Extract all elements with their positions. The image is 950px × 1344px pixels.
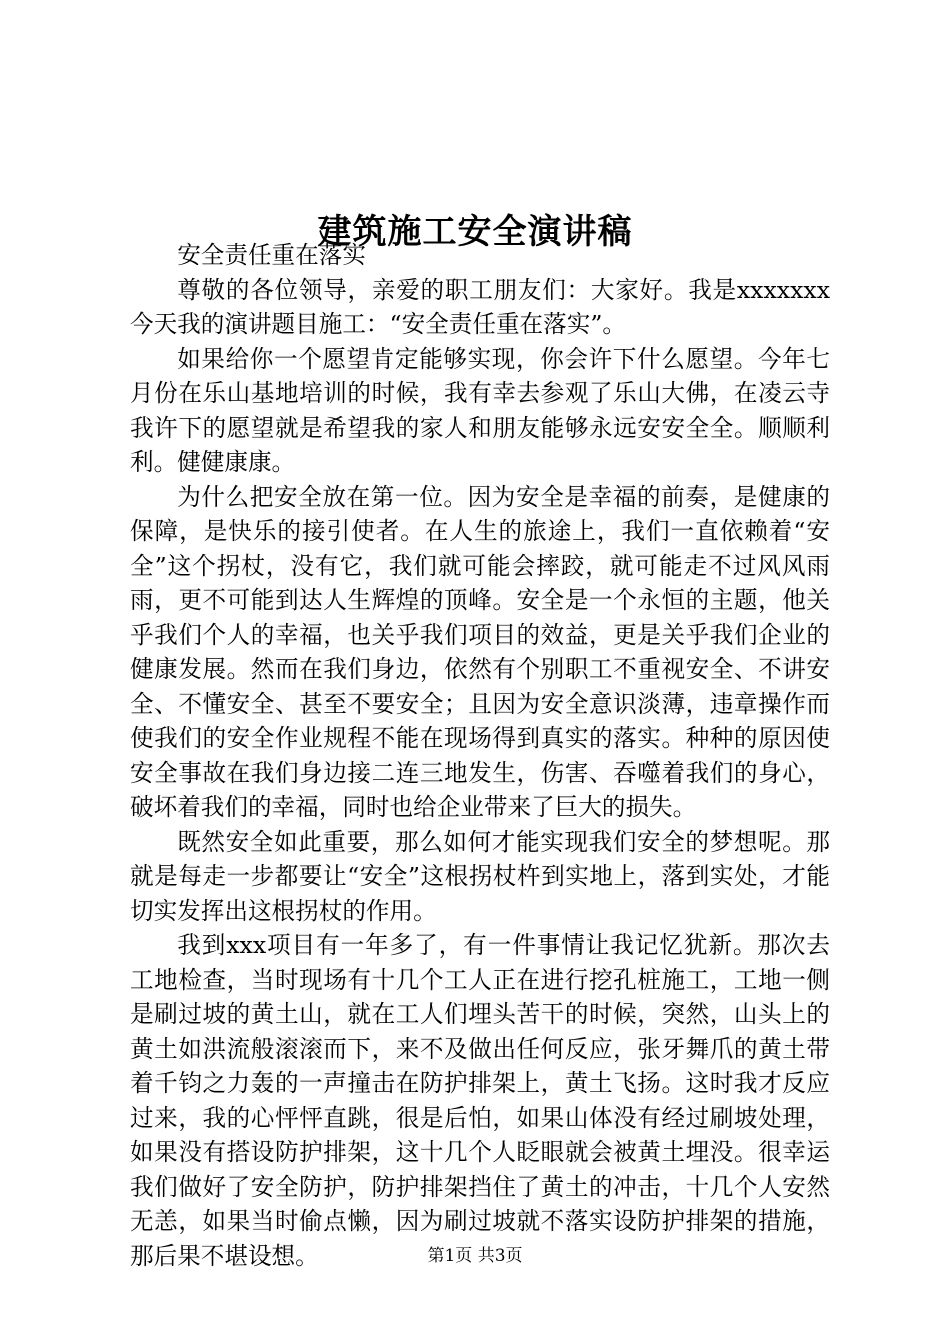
document-title: 建筑施工安全演讲稿	[317, 211, 633, 252]
paragraph-why-safety: 为什么把安全放在第一位。因为安全是幸福的前奏，是健康的保障，是快乐的接引使者。在人生的旅途上，我们一直依赖着“安全”这个拐杖，没有它，我们就可能会摔跤，就可能走不过风风雨雨，更不可能到达人生辉煌的顶峰。安全是一个永恒的主题，他关乎我们个人的幸福，也关乎我们项目的效益，更是关乎我们企业的健康发展。然而在我们身边，依然有个别职工不重视安全、不讲安全、不懂安全、甚至不要安全；且因为安全意识淡薄，违章操作而使我们的安全作业规程不能在现场得到真实的落实。种种的原因使安全事故在我们身边接二连三地发生，伤害、吞噬着我们的身心，破坏着我们的幸福，同时也给企业带来了巨大的损失。	[130, 482, 830, 821]
paragraph-greeting: 尊敬的各位领导，亲爱的职工朋友们：大家好。我是xxxxxxx今天我的演讲题目施工：“安全责任重在落实”。	[130, 275, 830, 338]
document-body	[130, 238, 830, 1273]
paragraph-how-to-achieve: 既然安全如此重要，那么如何才能实现我们安全的梦想呢。那就是每走一步都要让“安全”这根拐杖杵到实地上，落到实处，才能切实发挥出这根拐杖的作用。	[130, 827, 830, 925]
page-number-footer: 第1页 共3页	[427, 1246, 523, 1266]
paragraph-site-story: 我到xxx项目有一年多了，有一件事情让我记忆犹新。那次去工地检查，当时现场有十几个工人正在进行挖孔桩施工，工地一侧是刷过坡的黄土山，就在工人们埋头苦干的时候，突然，山头上的黄土如洪流般滚滚而下，来不及做出任何反应，张牙舞爪的黄土带着千钧之力轰的一声撞击在防护排架上，黄土飞扬。这时我才反应过来，我的心怦怦直跳，很是后怕，如果山体没有经过刷坡处理，如果没有搭设防护排架，这十几个人眨眼就会被黄土埋没。很幸运我们做好了安全防护，防护排架挡住了黄土的冲击，十几个人安然无恙，如果当时偷点懒，因为刷过坡就不落实设防护排架的措施，那后果不堪设想。	[130, 931, 830, 1270]
document-subtitle: 安全责任重在落实	[177, 241, 366, 269]
paragraph-wish: 如果给你一个愿望肯定能够实现，你会许下什么愿望。今年七月份在乐山基地培训的时候，我有幸去参观了乐山大佛，在凌云寺我许下的愿望就是希望我的家人和朋友能够永远安安全全。顺顺利利。健健康康。	[130, 344, 830, 476]
